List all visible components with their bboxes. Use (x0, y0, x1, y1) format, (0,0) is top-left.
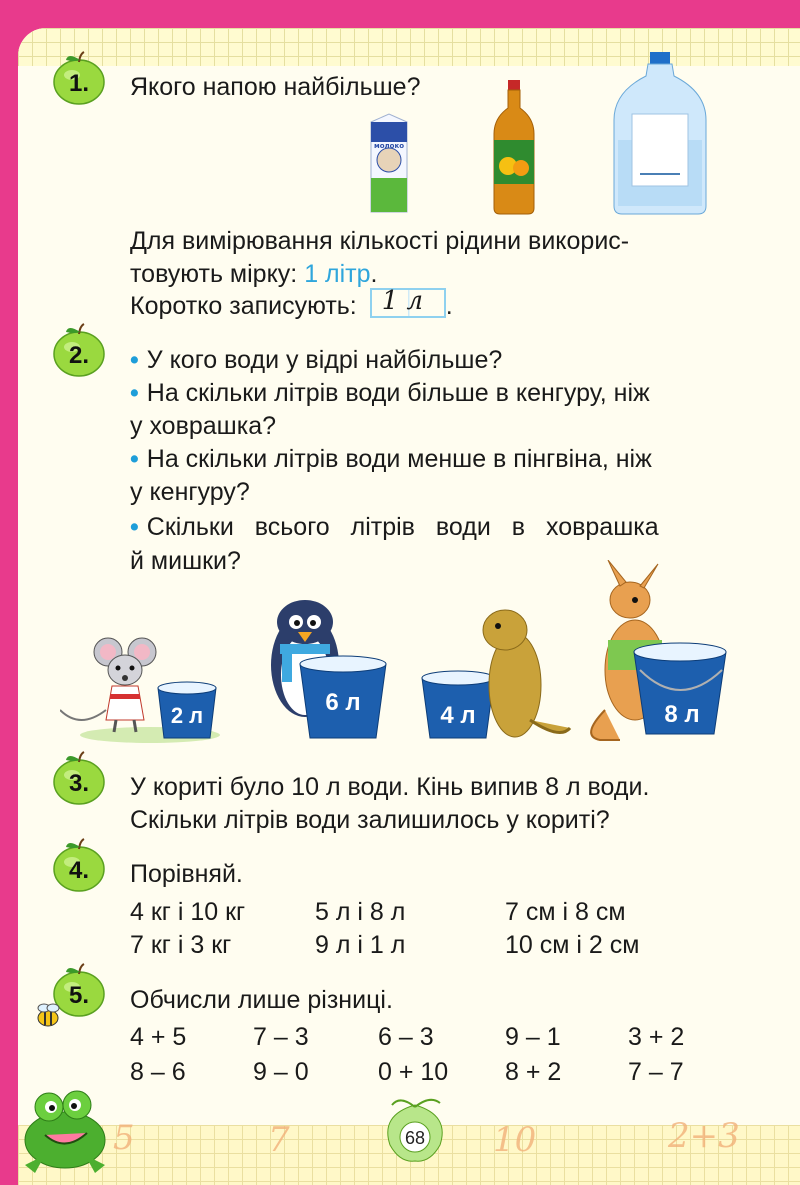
task1-text-line3 (130, 288, 453, 323)
task-number-apple (50, 322, 108, 378)
milk-carton-illustration (365, 112, 413, 216)
task4-title: Порівняй. (130, 860, 243, 888)
page-number-badge (370, 1095, 460, 1165)
task1-text-line3-end: . (445, 292, 453, 320)
bee-icon (32, 1000, 62, 1030)
milk-carton-label: молоко (373, 142, 405, 150)
task1-question: Якого напою найбільше? (130, 73, 421, 101)
task5-title: Обчисли лише різниці. (130, 986, 393, 1014)
expression: 7 – 3 (253, 1023, 309, 1051)
expression: 3 + 2 (628, 1023, 685, 1051)
task3-line2: Скільки літрів води залишилось у кориті? (130, 806, 610, 834)
handwritten-liter-box (370, 288, 446, 318)
task-number: 5. (68, 982, 89, 1009)
expression: 8 + 2 (505, 1058, 562, 1086)
expression: 4 + 5 (130, 1023, 187, 1051)
task2-question: • Скільки всього літрів води в ховрашка (130, 513, 659, 541)
deco-number: 10 (493, 1120, 537, 1160)
bucket-label: 8 л (664, 701, 700, 728)
deco-number: 7 (268, 1120, 290, 1160)
bucket-2l (158, 682, 216, 738)
expression: 8 – 6 (130, 1058, 186, 1086)
bucket-label: 2 л (170, 703, 204, 728)
task1-text-line2 (130, 257, 378, 291)
expression: 6 – 3 (378, 1023, 434, 1051)
gopher-illustration (483, 610, 570, 737)
task-number-apple (50, 50, 108, 106)
compare-item: 5 л і 8 л (315, 898, 406, 926)
task-number: 1. (68, 70, 89, 97)
compare-item: 4 кг і 10 кг (130, 898, 246, 926)
expression: 9 – 0 (253, 1058, 309, 1086)
liter-unit-highlight: 1 літр (304, 260, 371, 288)
task-number: 2. (68, 342, 89, 369)
task1-text-line2-start: товують мірку: (130, 260, 305, 288)
task1-text-line1: Для вимірювання кількості рідини викорис- (130, 227, 630, 255)
task2-question: • На скільки літрів води менше в пінгвіна, ніж (130, 445, 652, 473)
water-bottle-illustration (610, 50, 710, 216)
compare-item: 9 л і 1 л (315, 931, 406, 959)
deco-number: 2+3 (668, 1116, 740, 1156)
compare-item: 7 см і 8 см (505, 898, 626, 926)
expression: 0 + 10 (378, 1058, 449, 1086)
compare-item: 7 кг і 3 кг (130, 931, 232, 959)
task2-question: • На скільки літрів води більше в кенгуру, ніж (130, 379, 650, 407)
handwritten-liter: 1 л (381, 286, 424, 316)
compare-item: 10 см і 2 см (505, 931, 640, 959)
task-number: 3. (68, 770, 89, 797)
bucket-label: 6 л (325, 689, 361, 716)
bucket-8l (634, 643, 726, 734)
task2-question-cont: у ховрашка? (130, 412, 277, 440)
animals-buckets-illustration (60, 560, 740, 750)
task-number: 4. (68, 857, 89, 884)
expression: 9 – 1 (505, 1023, 561, 1051)
bucket-6l (300, 656, 386, 738)
task2-question: • У кого води у відрі найбільше? (130, 346, 503, 374)
deco-number: 5 (113, 1118, 135, 1158)
task-number-apple (50, 750, 108, 806)
bucket-label: 4 л (440, 702, 476, 729)
expression: 7 – 7 (628, 1058, 684, 1086)
mouse-illustration (60, 638, 156, 732)
task2-question-cont: й мишки? (130, 547, 241, 575)
page-number: 68 (404, 1128, 426, 1148)
task1-text-line2-end: . (370, 260, 378, 288)
task2-question-cont: у кенгуру? (130, 478, 250, 506)
bucket-4l (422, 671, 494, 738)
task1-text-line3-start: Коротко записують: (130, 292, 364, 320)
task-number-apple (50, 837, 108, 893)
juice-bottle-illustration (488, 78, 540, 216)
frog-illustration (15, 1075, 115, 1175)
task3-line1: У кориті було 10 л води. Кінь випив 8 л води. (130, 773, 650, 801)
